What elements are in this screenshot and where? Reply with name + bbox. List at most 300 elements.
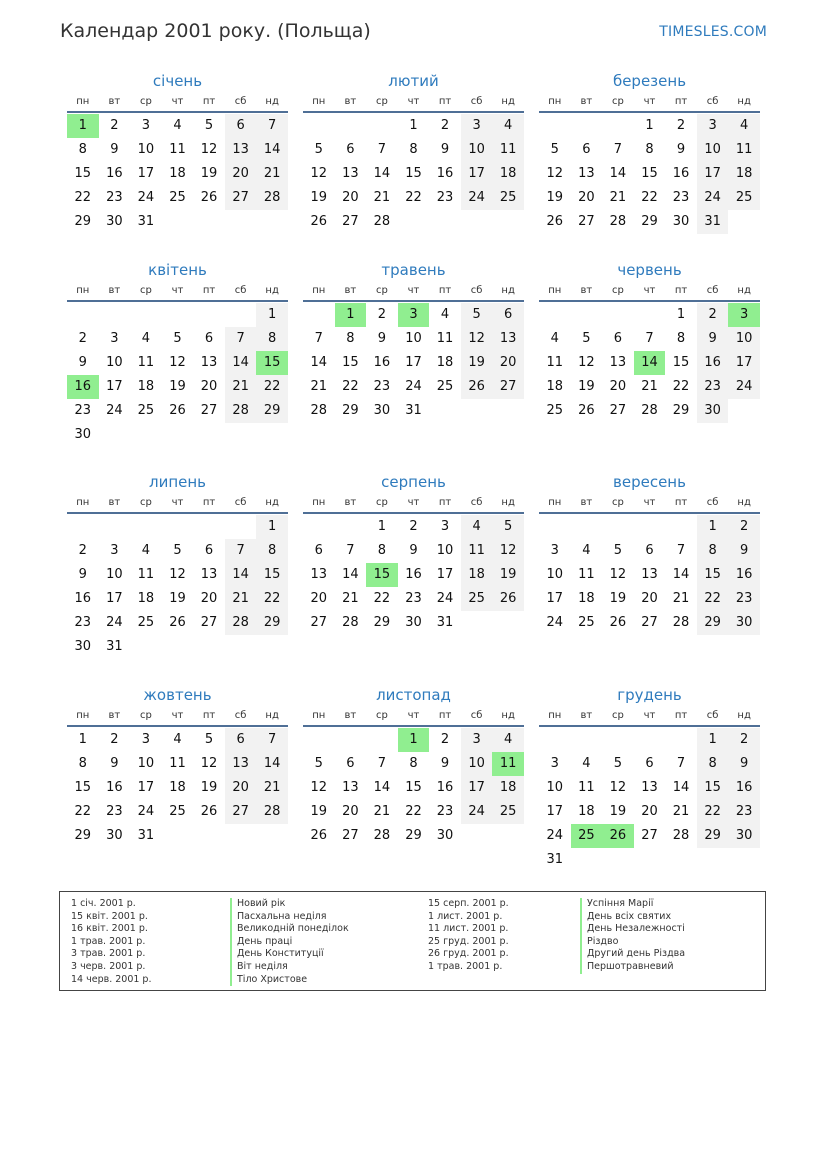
weekday-label: нд xyxy=(265,710,279,721)
day-cell: 14 xyxy=(225,563,257,587)
day-cell: 3 xyxy=(110,543,119,558)
weekday-label: пт xyxy=(674,96,688,107)
day-cell: 8 xyxy=(346,331,355,346)
day-cell: 5 xyxy=(582,331,591,346)
day-cell: 1 xyxy=(645,118,654,133)
legend-date: 3 трав. 2001 р. xyxy=(71,948,146,960)
day-cell: 16 xyxy=(373,355,391,370)
weekday-label: пн xyxy=(548,96,562,107)
weekday-label: сб xyxy=(470,710,483,721)
day-cell: 31 xyxy=(405,403,422,418)
empty-cell xyxy=(335,728,367,752)
day-cell: 4 xyxy=(728,114,760,138)
day-cell: 23 xyxy=(405,591,422,606)
day-cell: 5 xyxy=(173,331,182,346)
month-name: квітень xyxy=(148,261,207,279)
day-cell: 28 xyxy=(310,403,328,418)
day-cell: 24 xyxy=(546,615,564,630)
day-cell: 14 xyxy=(342,567,359,582)
day-cell: 5 xyxy=(492,515,524,539)
day-cell: 15 xyxy=(697,563,729,587)
day-cell: 21 xyxy=(310,379,328,394)
day-cell: 7 xyxy=(377,142,387,157)
day-cell: 8 xyxy=(256,327,288,351)
day-cell: 22 xyxy=(405,190,422,205)
day-cell: 12 xyxy=(609,567,627,582)
day-cell: 22 xyxy=(672,379,690,394)
day-cell: 29 xyxy=(256,399,288,423)
day-cell: 23 xyxy=(106,804,123,819)
holiday-day-cell: 15 xyxy=(256,351,288,375)
day-cell: 8 xyxy=(78,756,87,771)
month-name: травень xyxy=(381,261,446,279)
day-cell: 24 xyxy=(697,186,729,210)
day-cell: 27 xyxy=(200,403,218,418)
legend-dates-col-1 xyxy=(71,898,151,986)
day-cell: 13 xyxy=(225,138,257,162)
weekday-label: чт xyxy=(643,497,656,508)
month-2 xyxy=(303,70,524,234)
day-cell: 22 xyxy=(342,379,359,394)
day-cell: 21 xyxy=(672,591,690,606)
day-cell: 15 xyxy=(74,780,92,795)
day-cell: 29 xyxy=(74,828,92,843)
day-cell: 18 xyxy=(492,162,524,186)
weekday-label: пн xyxy=(76,497,90,508)
day-cell: 12 xyxy=(492,539,524,563)
weekday-label: сб xyxy=(234,710,247,721)
weekday-label: нд xyxy=(501,96,515,107)
day-cell: 23 xyxy=(436,804,454,819)
day-cell: 18 xyxy=(169,166,186,181)
weekday-label: вт xyxy=(580,96,593,107)
empty-cell xyxy=(634,728,666,752)
day-cell: 28 xyxy=(225,399,257,423)
legend-holiday-name: Другий день Різдва xyxy=(580,948,685,961)
weekday-label: чт xyxy=(407,710,420,721)
day-cell: 19 xyxy=(578,379,595,394)
day-cell: 10 xyxy=(106,355,123,370)
empty-cell xyxy=(602,303,634,327)
empty-cell xyxy=(571,515,603,539)
day-cell: 17 xyxy=(106,379,123,394)
day-cell: 1 xyxy=(409,118,418,133)
day-cell: 5 xyxy=(613,756,623,771)
holiday-day-cell: 15 xyxy=(366,563,398,587)
day-cell: 8 xyxy=(697,539,729,563)
day-cell: 13 xyxy=(578,166,595,181)
month-8 xyxy=(303,471,524,635)
day-cell: 13 xyxy=(641,780,658,795)
weekday-label: ср xyxy=(375,285,388,296)
day-cell: 1 xyxy=(697,728,729,752)
month-3 xyxy=(539,70,760,234)
day-cell: 18 xyxy=(137,591,155,606)
day-cell: 20 xyxy=(609,379,627,394)
weekday-label: нд xyxy=(737,497,751,508)
day-cell: 29 xyxy=(405,828,422,843)
weekday-label: ср xyxy=(139,96,152,107)
day-cell: 19 xyxy=(546,190,564,205)
day-cell: 7 xyxy=(256,114,288,138)
weekday-label: чт xyxy=(643,96,656,107)
day-cell: 26 xyxy=(310,214,328,229)
day-cell: 13 xyxy=(225,752,257,776)
holiday-day-cell: 25 xyxy=(571,824,603,848)
day-cell: 23 xyxy=(373,379,391,394)
empty-cell xyxy=(225,303,257,327)
weekday-label: пн xyxy=(312,497,326,508)
day-cell: 9 xyxy=(78,567,87,582)
empty-cell xyxy=(539,515,571,539)
day-cell: 20 xyxy=(492,351,524,375)
day-cell: 18 xyxy=(492,776,524,800)
day-cell: 7 xyxy=(676,543,686,558)
day-cell: 21 xyxy=(672,804,690,819)
day-cell: 19 xyxy=(200,780,218,795)
day-cell: 10 xyxy=(436,543,454,558)
day-cell: 10 xyxy=(137,756,155,771)
weekday-label: чт xyxy=(171,285,184,296)
day-cell: 3 xyxy=(110,331,119,346)
day-cell: 24 xyxy=(728,375,760,399)
day-cell: 13 xyxy=(200,355,218,370)
day-cell: 3 xyxy=(461,114,493,138)
month-name: вересень xyxy=(613,473,686,491)
day-cell: 6 xyxy=(582,142,591,157)
day-cell: 9 xyxy=(440,756,450,771)
weekday-label: пт xyxy=(438,96,452,107)
weekday-header xyxy=(67,493,288,514)
weekday-label: ср xyxy=(611,285,624,296)
day-cell: 27 xyxy=(225,186,257,210)
weekday-label: ср xyxy=(611,497,624,508)
weekday-header xyxy=(67,92,288,113)
weekday-label: ср xyxy=(139,285,152,296)
day-cell: 8 xyxy=(409,142,418,157)
day-cell: 10 xyxy=(461,752,493,776)
day-cell: 13 xyxy=(310,567,328,582)
day-cell: 16 xyxy=(106,780,123,795)
weekday-label: чт xyxy=(171,497,184,508)
day-cell: 21 xyxy=(256,776,288,800)
empty-cell xyxy=(665,728,697,752)
empty-cell xyxy=(665,515,697,539)
day-cell: 22 xyxy=(641,190,658,205)
day-cell: 30 xyxy=(728,611,760,635)
empty-cell xyxy=(303,515,335,539)
day-cell: 22 xyxy=(405,804,422,819)
day-cell: 23 xyxy=(672,190,690,205)
day-cell: 16 xyxy=(728,563,760,587)
day-cell: 21 xyxy=(225,587,257,611)
day-cell: 1 xyxy=(78,732,87,747)
day-cell: 14 xyxy=(672,780,690,795)
weekday-label: пт xyxy=(674,497,688,508)
day-cell: 30 xyxy=(672,214,690,229)
day-cell: 4 xyxy=(582,756,591,771)
weekday-label: чт xyxy=(171,710,184,721)
legend-date: 16 квіт. 2001 р. xyxy=(71,923,148,935)
day-cell: 12 xyxy=(578,355,595,370)
empty-cell xyxy=(571,114,603,138)
day-cell: 9 xyxy=(676,142,686,157)
day-cell: 12 xyxy=(169,567,186,582)
day-cell: 24 xyxy=(461,800,493,824)
empty-cell xyxy=(303,303,335,327)
day-cell: 18 xyxy=(546,379,564,394)
day-cell: 19 xyxy=(169,379,186,394)
day-cell: 14 xyxy=(310,355,328,370)
day-cell: 30 xyxy=(106,214,123,229)
day-cell: 6 xyxy=(346,142,355,157)
day-cell: 29 xyxy=(74,214,92,229)
day-cell: 7 xyxy=(645,331,654,346)
month-name: грудень xyxy=(617,686,682,704)
day-cell: 7 xyxy=(225,327,257,351)
legend-holiday-name: Віт неділя xyxy=(230,961,349,974)
day-cell: 24 xyxy=(106,403,123,418)
day-cell: 26 xyxy=(200,190,218,205)
day-cell: 19 xyxy=(609,804,627,819)
day-cell: 13 xyxy=(200,567,218,582)
day-cell: 27 xyxy=(342,214,359,229)
legend-holiday-name: Першотравневий xyxy=(580,961,685,974)
day-cell: 16 xyxy=(74,591,92,606)
day-cell: 7 xyxy=(346,543,355,558)
day-cell: 25 xyxy=(169,804,186,819)
day-cell: 2 xyxy=(440,118,450,133)
day-cell: 14 xyxy=(225,351,257,375)
day-cell: 20 xyxy=(310,591,328,606)
day-cell: 2 xyxy=(440,732,450,747)
legend-holiday-name: День Конституції xyxy=(230,948,349,961)
day-cell: 10 xyxy=(697,138,729,162)
day-cell: 12 xyxy=(609,780,627,795)
day-cell: 21 xyxy=(225,375,257,399)
day-cell: 17 xyxy=(106,591,123,606)
day-cell: 8 xyxy=(676,331,686,346)
day-cell: 18 xyxy=(137,379,155,394)
day-cell: 16 xyxy=(436,166,454,181)
day-cell: 3 xyxy=(141,118,151,133)
day-cell: 19 xyxy=(609,591,627,606)
day-cell: 28 xyxy=(342,615,359,630)
day-cell: 23 xyxy=(74,403,92,418)
weekday-label: пт xyxy=(674,710,688,721)
weekday-label: чт xyxy=(171,96,184,107)
day-cell: 29 xyxy=(697,824,729,848)
day-cell: 17 xyxy=(461,776,493,800)
legend-holiday-name: День всіх святих xyxy=(580,911,685,924)
day-cell: 19 xyxy=(461,351,493,375)
legend-dates-col-2 xyxy=(428,898,509,974)
day-cell: 24 xyxy=(405,379,422,394)
day-cell: 4 xyxy=(173,118,182,133)
day-cell: 28 xyxy=(225,611,257,635)
day-cell: 11 xyxy=(492,138,524,162)
day-cell: 7 xyxy=(256,728,288,752)
weekday-label: сб xyxy=(706,96,719,107)
day-cell: 9 xyxy=(409,543,418,558)
day-cell: 8 xyxy=(256,539,288,563)
day-cell: 4 xyxy=(492,728,524,752)
day-cell: 28 xyxy=(641,403,658,418)
weekday-header xyxy=(539,281,760,302)
day-cell: 28 xyxy=(256,800,288,824)
day-cell: 30 xyxy=(697,399,729,423)
day-cell: 29 xyxy=(641,214,658,229)
day-cell: 18 xyxy=(728,162,760,186)
day-cell: 26 xyxy=(492,587,524,611)
day-cell: 25 xyxy=(546,403,564,418)
weekday-label: сб xyxy=(470,497,483,508)
day-cell: 5 xyxy=(461,303,493,327)
day-cell: 20 xyxy=(225,776,257,800)
day-cell: 18 xyxy=(169,780,186,795)
legend-names-col-1 xyxy=(230,898,349,986)
days-grid xyxy=(539,515,760,635)
site-logo-link[interactable]: TIMESLES.COM xyxy=(659,24,767,40)
day-cell: 22 xyxy=(697,587,729,611)
weekday-label: вт xyxy=(344,96,357,107)
weekday-label: вт xyxy=(580,710,593,721)
weekday-label: нд xyxy=(737,710,751,721)
day-cell: 7 xyxy=(676,756,686,771)
day-cell: 21 xyxy=(373,804,391,819)
day-cell: 8 xyxy=(78,142,87,157)
day-cell: 11 xyxy=(436,331,454,346)
day-cell: 20 xyxy=(641,804,658,819)
empty-cell xyxy=(99,515,131,539)
day-cell: 10 xyxy=(728,327,760,351)
day-cell: 30 xyxy=(728,824,760,848)
day-cell: 12 xyxy=(310,166,328,181)
legend-holiday-name: Різдво xyxy=(580,936,685,949)
day-cell: 6 xyxy=(346,756,355,771)
day-cell: 17 xyxy=(137,166,155,181)
weekday-label: сб xyxy=(706,497,719,508)
day-cell: 13 xyxy=(641,567,658,582)
day-cell: 16 xyxy=(436,780,454,795)
weekday-label: пт xyxy=(202,497,216,508)
legend-date: 1 лист. 2001 р. xyxy=(428,910,503,922)
day-cell: 27 xyxy=(342,828,359,843)
weekday-label: нд xyxy=(737,285,751,296)
month-name: лютий xyxy=(388,72,439,90)
day-cell: 15 xyxy=(672,355,690,370)
empty-cell xyxy=(193,515,225,539)
day-cell: 4 xyxy=(141,543,151,558)
day-cell: 6 xyxy=(204,543,214,558)
day-cell: 21 xyxy=(342,591,359,606)
day-cell: 25 xyxy=(461,587,493,611)
day-cell: 9 xyxy=(110,142,119,157)
empty-cell xyxy=(99,303,131,327)
legend-date: 1 січ. 2001 р. xyxy=(71,898,136,909)
day-cell: 3 xyxy=(461,728,493,752)
day-cell: 6 xyxy=(225,728,257,752)
month-name: січень xyxy=(152,72,203,90)
empty-cell xyxy=(539,303,571,327)
day-cell: 31 xyxy=(106,639,123,654)
days-grid xyxy=(303,728,524,848)
legend-holiday-name: Новий рік xyxy=(230,898,349,911)
holiday-day-cell: 26 xyxy=(602,824,634,848)
day-cell: 24 xyxy=(137,190,155,205)
day-cell: 19 xyxy=(169,591,186,606)
day-cell: 23 xyxy=(728,587,760,611)
weekday-label: чт xyxy=(643,285,656,296)
day-cell: 13 xyxy=(492,327,524,351)
weekday-header xyxy=(303,281,524,302)
day-cell: 21 xyxy=(641,379,658,394)
day-cell: 14 xyxy=(373,166,391,181)
legend-date: 1 трав. 2001 р. xyxy=(428,960,503,972)
day-cell: 5 xyxy=(613,543,623,558)
day-cell: 26 xyxy=(461,375,493,399)
day-cell: 5 xyxy=(173,543,182,558)
day-cell: 2 xyxy=(78,543,87,558)
weekday-label: пн xyxy=(548,710,562,721)
legend-date: 15 квіт. 2001 р. xyxy=(71,910,148,922)
legend-holiday-name: Пасхальна неділя xyxy=(230,911,349,924)
day-cell: 31 xyxy=(546,852,564,867)
day-cell: 19 xyxy=(310,190,328,205)
day-cell: 25 xyxy=(137,615,155,630)
weekday-label: пт xyxy=(202,285,216,296)
weekday-header xyxy=(539,706,760,727)
day-cell: 15 xyxy=(405,166,422,181)
weekday-label: пн xyxy=(76,285,90,296)
day-cell: 2 xyxy=(697,303,729,327)
page-title: Календар 2001 року. (Польща) xyxy=(60,20,371,42)
month-name: червень xyxy=(617,261,682,279)
day-cell: 20 xyxy=(200,591,218,606)
day-cell: 2 xyxy=(78,331,87,346)
day-cell: 24 xyxy=(461,186,493,210)
day-cell: 3 xyxy=(141,732,151,747)
day-cell: 28 xyxy=(256,186,288,210)
day-cell: 3 xyxy=(550,756,559,771)
days-grid xyxy=(67,303,288,447)
holiday-legend xyxy=(59,891,766,991)
weekday-label: пн xyxy=(76,710,90,721)
day-cell: 4 xyxy=(440,307,450,322)
legend-names-col-2 xyxy=(580,898,685,974)
day-cell: 4 xyxy=(173,732,182,747)
day-cell: 20 xyxy=(342,190,359,205)
day-cell: 18 xyxy=(436,355,454,370)
day-cell: 24 xyxy=(436,591,454,606)
day-cell: 22 xyxy=(74,190,92,205)
day-cell: 9 xyxy=(110,756,119,771)
weekday-label: пт xyxy=(438,710,452,721)
day-cell: 26 xyxy=(169,615,186,630)
weekday-header xyxy=(303,706,524,727)
empty-cell xyxy=(335,515,367,539)
empty-cell xyxy=(193,303,225,327)
day-cell: 25 xyxy=(137,403,155,418)
weekday-label: вт xyxy=(580,285,593,296)
day-cell: 5 xyxy=(550,142,559,157)
days-grid xyxy=(539,728,760,872)
empty-cell xyxy=(366,114,398,138)
weekday-header xyxy=(67,281,288,302)
legend-date: 14 черв. 2001 р. xyxy=(71,973,152,985)
weekday-label: вт xyxy=(108,285,121,296)
day-cell: 11 xyxy=(546,355,564,370)
